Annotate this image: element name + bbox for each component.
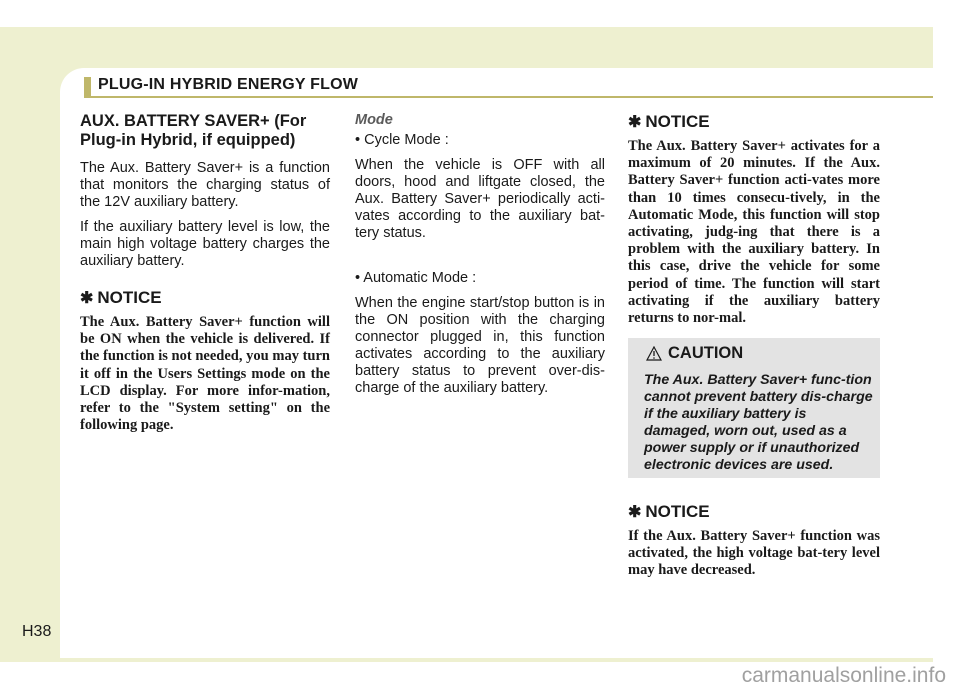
automatic-mode-text: When the engine start/stop button is in the ON position with the charging connector plugged in, this function activates according to the auxiliary battery status to prevent over-dis-charge of the auxiliary battery. xyxy=(355,295,605,396)
cycle-mode-label: • Cycle Mode : xyxy=(355,132,449,148)
spacer xyxy=(355,250,605,270)
mode-heading: Mode xyxy=(355,112,393,128)
header-accent-bar xyxy=(84,77,91,96)
notice-star-icon: ✱ xyxy=(628,114,642,131)
warning-triangle-icon xyxy=(646,346,662,361)
notice-title-2: NOTICE xyxy=(645,112,710,131)
caution-text: The Aux. Battery Saver+ func-tion cannot prevent battery dis-charge if the auxiliary battery is damaged, worn out, used as a power supply or if unauthorized electronic devices are used. xyxy=(644,372,873,473)
caution-heading xyxy=(646,344,743,363)
notice-block-3 xyxy=(628,502,880,580)
column-right xyxy=(628,112,880,327)
notice-text: The Aux. Battery Saver+ function will be ON when the vehicle is delivered. If the function is not needed, you may turn it off in the Users Settings mode on the LCD display. For more infor-mation, refer to the "System setting" on the following page. xyxy=(80,314,330,434)
watermark-text: carmanualsonline.info xyxy=(741,664,946,687)
notice-heading-3 xyxy=(628,502,880,522)
notice-text-2: The Aux. Battery Saver+ activates for a maximum of 20 minutes. If the Aux. Battery Saver+ function acti-vates more than 10 times consecu-tively, in the Automatic Mode, this function will stop activating, judg-ing that there is a problem with the auxiliary battery. In this case, drive the vehicle for some period of time. The function will start activating if the auxiliary battery returns to nor-mal. xyxy=(628,138,880,327)
cycle-mode-text: When the vehicle is OFF with all doors, hood and liftgate closed, the Aux. Battery Saver+ periodically acti-vates according to the auxiliary bat-tery status. xyxy=(355,157,605,241)
automatic-mode-label: • Automatic Mode : xyxy=(355,270,477,286)
notice-title-3: NOTICE xyxy=(645,502,710,521)
page-number: H38 xyxy=(22,623,52,640)
header-rule xyxy=(84,96,933,98)
notice-star-icon: ✱ xyxy=(628,504,642,521)
notice-title: NOTICE xyxy=(97,288,162,307)
caution-box xyxy=(628,338,880,478)
section-header-title: PLUG-IN HYBRID ENERGY FLOW xyxy=(98,76,359,93)
column-middle xyxy=(355,112,605,405)
caution-title: CAUTION xyxy=(668,344,744,362)
intro-paragraph: The Aux. Battery Saver+ is a function that monitors the charging status of the 12V auxiliary battery. xyxy=(80,160,330,210)
column-left xyxy=(80,112,330,434)
notice-heading xyxy=(80,288,330,308)
notice-text-3: If the Aux. Battery Saver+ function was activated, the high voltage bat-tery level may have decreased. xyxy=(628,528,880,579)
watermark xyxy=(0,662,960,690)
notice-star-icon: ✱ xyxy=(80,290,94,307)
section-heading: AUX. BATTERY SAVER+ (For Plug-in Hybrid, if equipped) xyxy=(80,112,307,149)
charging-paragraph: If the auxiliary battery level is low, the main high voltage battery charges the auxiliary battery. xyxy=(80,219,330,269)
notice-heading-2 xyxy=(628,112,880,132)
